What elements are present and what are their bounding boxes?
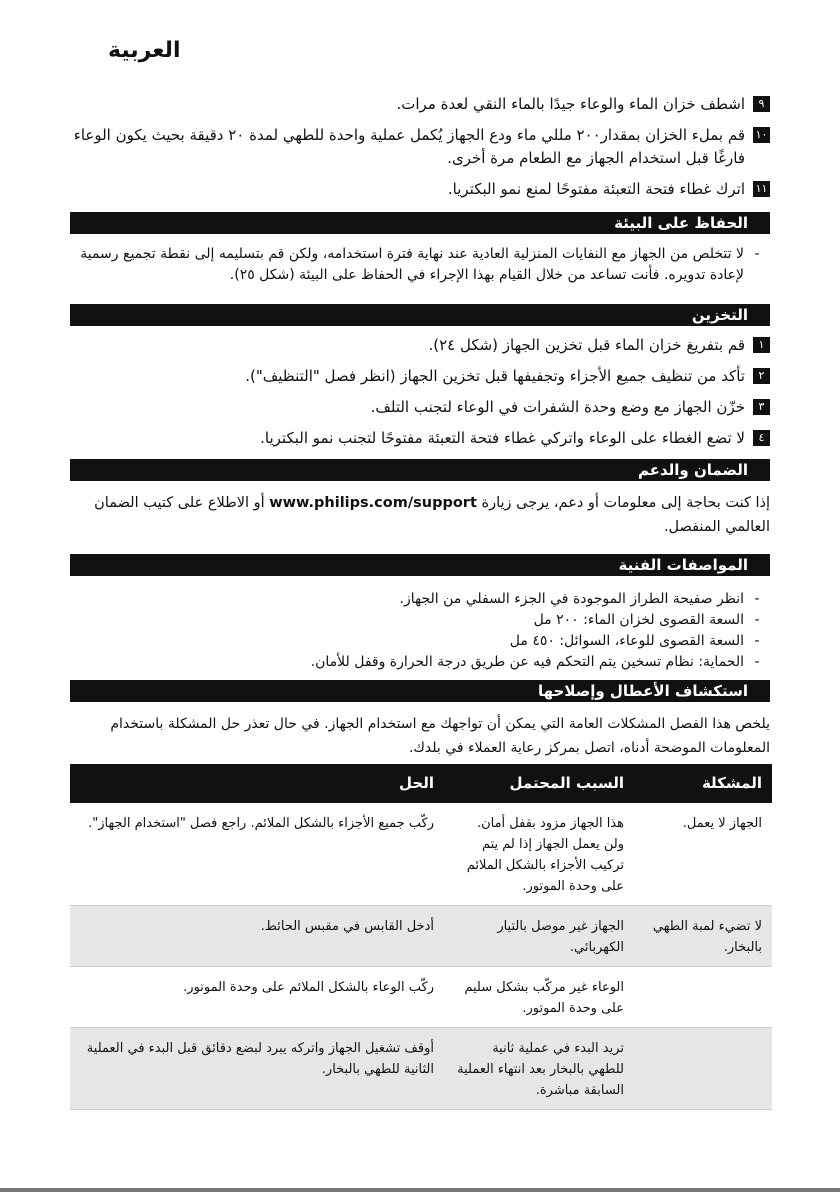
list-item-text: السعة القصوى للوعاء، السوائل: ٤٥٠ مل <box>509 633 744 649</box>
page-bottom-edge <box>0 1188 840 1192</box>
list-item <box>70 244 770 286</box>
list-item-text: الحماية: نظام تسخين يتم التحكم فيه عن طريق درجة الحرارة وقفل للأمان. <box>310 654 744 670</box>
section-header-specs <box>70 554 770 576</box>
step-item <box>70 365 770 388</box>
list-item <box>70 610 770 631</box>
step-text: قم بتفريغ خزان الماء قبل تخزين الجهاز (شكل ٢٤). <box>428 336 745 354</box>
cell-problem <box>634 1028 772 1110</box>
troubleshooting-table <box>70 764 772 1110</box>
step-item <box>70 396 770 419</box>
step-text: اترك غطاء فتحة التعبئة مفتوحًا لمنع نمو البكتريا. <box>447 180 745 198</box>
cell-cause: تريد البدء في عملية ثانية للطهي بالبخار بعد انتهاء العملية السابقة مباشرة. <box>444 1028 634 1110</box>
specs-list <box>70 589 770 673</box>
table-row <box>70 906 772 967</box>
guarantee-text-before: إذا كنت بحاجة إلى معلومات أو دعم، يرجى زيارة <box>476 495 770 511</box>
table-row <box>70 967 772 1028</box>
section-title: التخزين <box>691 306 748 324</box>
step-item <box>70 427 770 450</box>
step-number: ١ <box>753 337 770 353</box>
dash-bullet: - <box>754 612 760 628</box>
list-item <box>70 652 770 673</box>
dash-bullet: - <box>754 591 760 607</box>
step-text: تأكد من تنظيف جميع الأجزاء وتجفيفها قبل تخزين الجهاز (انظر فصل "التنظيف"). <box>245 367 745 385</box>
cell-solution: ركّب جميع الأجزاء بالشكل الملائم. راجع فصل "استخدام الجهاز". <box>70 803 444 906</box>
cell-cause: هذا الجهاز مزود بقفل أمان. ولن يعمل الجهاز إذا لم يتم تركيب الأجزاء بالشكل الملائم على وحدة الموتور. <box>444 803 634 906</box>
dash-bullet: - <box>754 654 760 670</box>
step-number: ٤ <box>753 430 770 446</box>
step-item <box>70 178 770 201</box>
cell-problem: الجهاز لا يعمل. <box>634 803 772 906</box>
section-title: المواصفات الفنية <box>618 556 748 574</box>
language-label: العربية <box>108 38 181 63</box>
cell-solution: أوقف تشغيل الجهاز واتركه يبرد لبضع دقائق قبل البدء في العملية الثانية للطهي بالبخار. <box>70 1028 444 1110</box>
step-text: قم بملء الخزان بمقدار٢٠٠ مللي ماء ودع الجهاز يُكمل عملية واحدة للطهي لمدة ٢٠ دقيقة بحيث يكون الوعاء فارغًا قبل استخدام الجهاز مع الطعام مرة أخرى. <box>73 126 745 167</box>
environment-list <box>70 244 770 286</box>
step-number: ٢ <box>753 368 770 384</box>
section-header-environment <box>70 212 770 234</box>
list-item-text: لا تتخلص من الجهاز مع النفايات المنزلية العادية عند نهاية فترة استخدامه، ولكن قم بتسليمه إلى نقطة تجميع رسمية لإعادة تدويره. فأنت تساعد من خلال القيام بهذا الإجراء في الحفاظ على البيئة (شكل ٢٥). <box>80 246 744 283</box>
step-item <box>70 93 770 116</box>
dash-bullet: - <box>754 246 760 262</box>
cleaning-steps <box>70 93 770 209</box>
step-number: ٣ <box>753 399 770 415</box>
dash-bullet: - <box>754 633 760 649</box>
step-number: ١٠ <box>753 127 770 143</box>
storage-steps <box>70 334 770 458</box>
step-item <box>70 334 770 357</box>
section-header-storage <box>70 304 770 326</box>
troubleshooting-intro: يلخص هذا الفصل المشكلات العامة التي يمكن أن تواجهك مع استخدام الجهاز. في حال تعذر حل المشكلة باستخدام المعلومات الموضحة أدناه، اتصل بمركز رعاية العملاء في بلدك. <box>110 716 770 756</box>
guarantee-text <box>70 491 770 539</box>
step-item <box>70 124 770 170</box>
header-solution: الحل <box>70 764 444 803</box>
section-header-troubleshooting <box>70 680 770 702</box>
section-header-guarantee <box>70 459 770 481</box>
cell-cause: الوعاء غير مركّب بشكل سليم على وحدة الموتور. <box>444 967 634 1028</box>
list-item-text: السعة القصوى لخزان الماء: ٢٠٠ مل <box>533 612 744 628</box>
cell-problem: لا تضيء لمبة الطهي بالبخار. <box>634 906 772 967</box>
cell-cause: الجهاز غير موصل بالتيار الكهربائي. <box>444 906 634 967</box>
step-number: ١١ <box>753 181 770 197</box>
step-text: خزّن الجهاز مع وضع وحدة الشفرات في الوعاء لتجنب التلف. <box>370 398 745 416</box>
guarantee-text-after: أو الاطلاع على كتيب الضمان العالمي المنفصل. <box>94 495 770 535</box>
step-text: اشطف خزان الماء والوعاء جيدًا بالماء النقي لعدة مرات. <box>396 95 745 113</box>
list-item <box>70 589 770 610</box>
section-title: الضمان والدعم <box>637 461 748 479</box>
cell-problem <box>634 967 772 1028</box>
list-item <box>70 631 770 652</box>
header-problem: المشكلة <box>634 764 772 803</box>
support-link[interactable]: www.philips.com/support <box>269 495 477 511</box>
table-row <box>70 1028 772 1110</box>
table-row <box>70 803 772 906</box>
cell-solution: ركّب الوعاء بالشكل الملائم على وحدة الموتور. <box>70 967 444 1028</box>
list-item-text: انظر صفيحة الطراز الموجودة في الجزء السفلي من الجهاز. <box>399 591 744 607</box>
header-cause: السبب المحتمل <box>444 764 634 803</box>
table-header-row <box>70 764 772 803</box>
step-number: ٩ <box>753 96 770 112</box>
step-text: لا تضع الغطاء على الوعاء واتركي غطاء فتحة التعبئة مفتوحًا لتجنب نمو البكتريا. <box>260 429 745 447</box>
cell-solution: أدخل القابس في مقبس الحائط. <box>70 906 444 967</box>
section-title: استكشاف الأعطال وإصلاحها <box>537 682 748 700</box>
section-title: الحفاظ على البيئة <box>614 214 748 232</box>
